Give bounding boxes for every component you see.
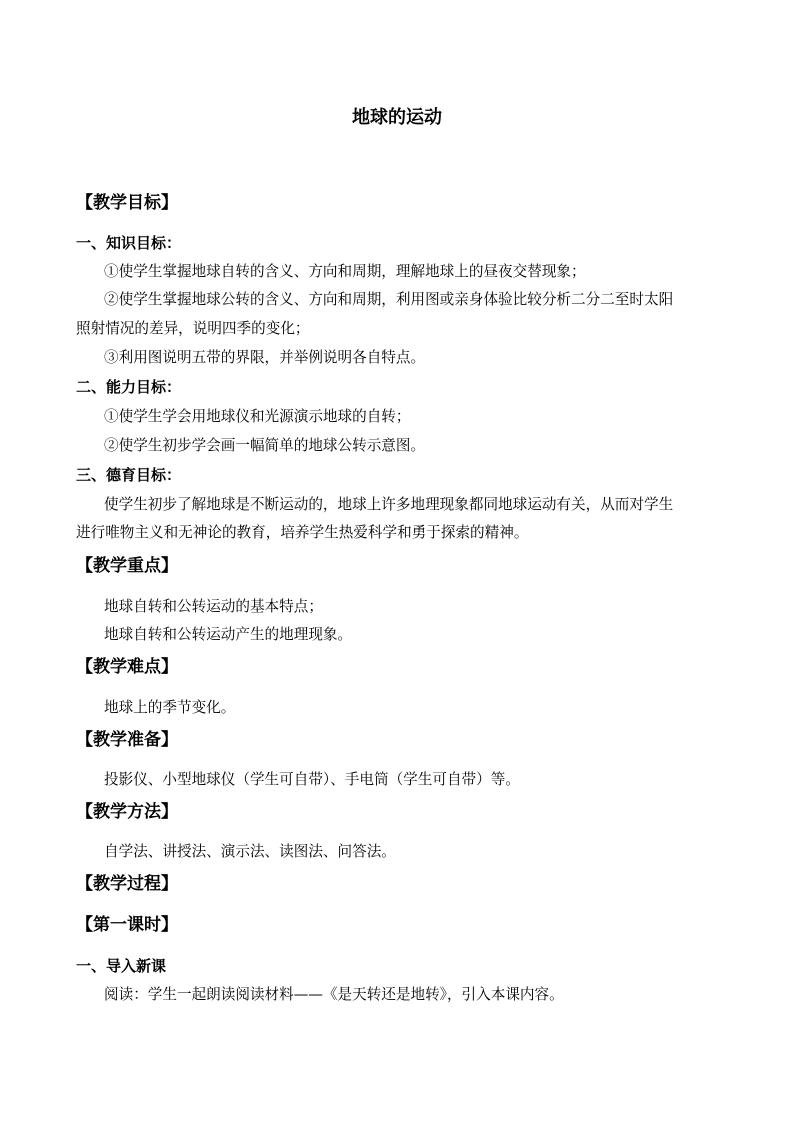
knowledge-item-2-line-1: ②使学生掌握地球公转的含义、方向和周期，利用图或亲身体验比较分析二分二至时太阳 <box>104 291 674 308</box>
key-points-line-2: 地球自转和公转运动产生的地理现象。 <box>104 626 353 643</box>
knowledge-item-2-line-2: 照射情况的差异，说明四季的变化； <box>76 320 310 337</box>
key-points-heading: 【教学重点】 <box>76 556 178 576</box>
key-points-line-1: 地球自转和公转运动的基本特点； <box>104 598 323 615</box>
moral-line-1: 使学生初步了解地球是不断运动的，地球上许多地理现象都同地球运动有关，从而对学生 <box>104 496 674 513</box>
methods-line-1: 自学法、讲授法、演示法、读图法、问答法。 <box>104 843 396 860</box>
intro-line: 阅读：学生一起朗读阅读材料——《是天转还是地转》，引入本课内容。 <box>104 986 564 1003</box>
ability-heading: 二、能力目标： <box>76 378 182 396</box>
ability-item-1: ①使学生学会用地球仪和光源演示地球的自转； <box>104 408 411 425</box>
process-heading: 【教学过程】 <box>76 874 178 894</box>
preparation-line-1: 投影仪、小型地球仪（学生可自带）、手电筒（学生可自带）等。 <box>104 771 520 788</box>
difficulties-line-1: 地球上的季节变化。 <box>104 699 236 716</box>
moral-line-2: 进行唯物主义和无神论的教育，培养学生热爱科学和勇于探索的精神。 <box>76 524 529 541</box>
knowledge-item-1: ①使学生掌握地球自转的含义、方向和周期，理解地球上的昼夜交替现象； <box>104 263 586 280</box>
document-title: 地球的运动 <box>352 107 442 128</box>
lesson-1-heading: 【第一课时】 <box>76 915 178 935</box>
knowledge-item-3: ③利用图说明五带的界限，并举例说明各自特点。 <box>104 349 426 366</box>
ability-item-2: ②使学生初步学会画一幅简单的地球公转示意图。 <box>104 437 426 454</box>
preparation-heading: 【教学准备】 <box>76 730 178 750</box>
difficulties-heading: 【教学难点】 <box>76 657 178 677</box>
methods-heading: 【教学方法】 <box>76 802 178 822</box>
objectives-heading: 【教学目标】 <box>76 193 178 213</box>
intro-heading: 一、导入新课 <box>76 957 167 975</box>
moral-heading: 三、德育目标： <box>76 466 182 484</box>
knowledge-heading: 一、知识目标： <box>76 234 182 252</box>
